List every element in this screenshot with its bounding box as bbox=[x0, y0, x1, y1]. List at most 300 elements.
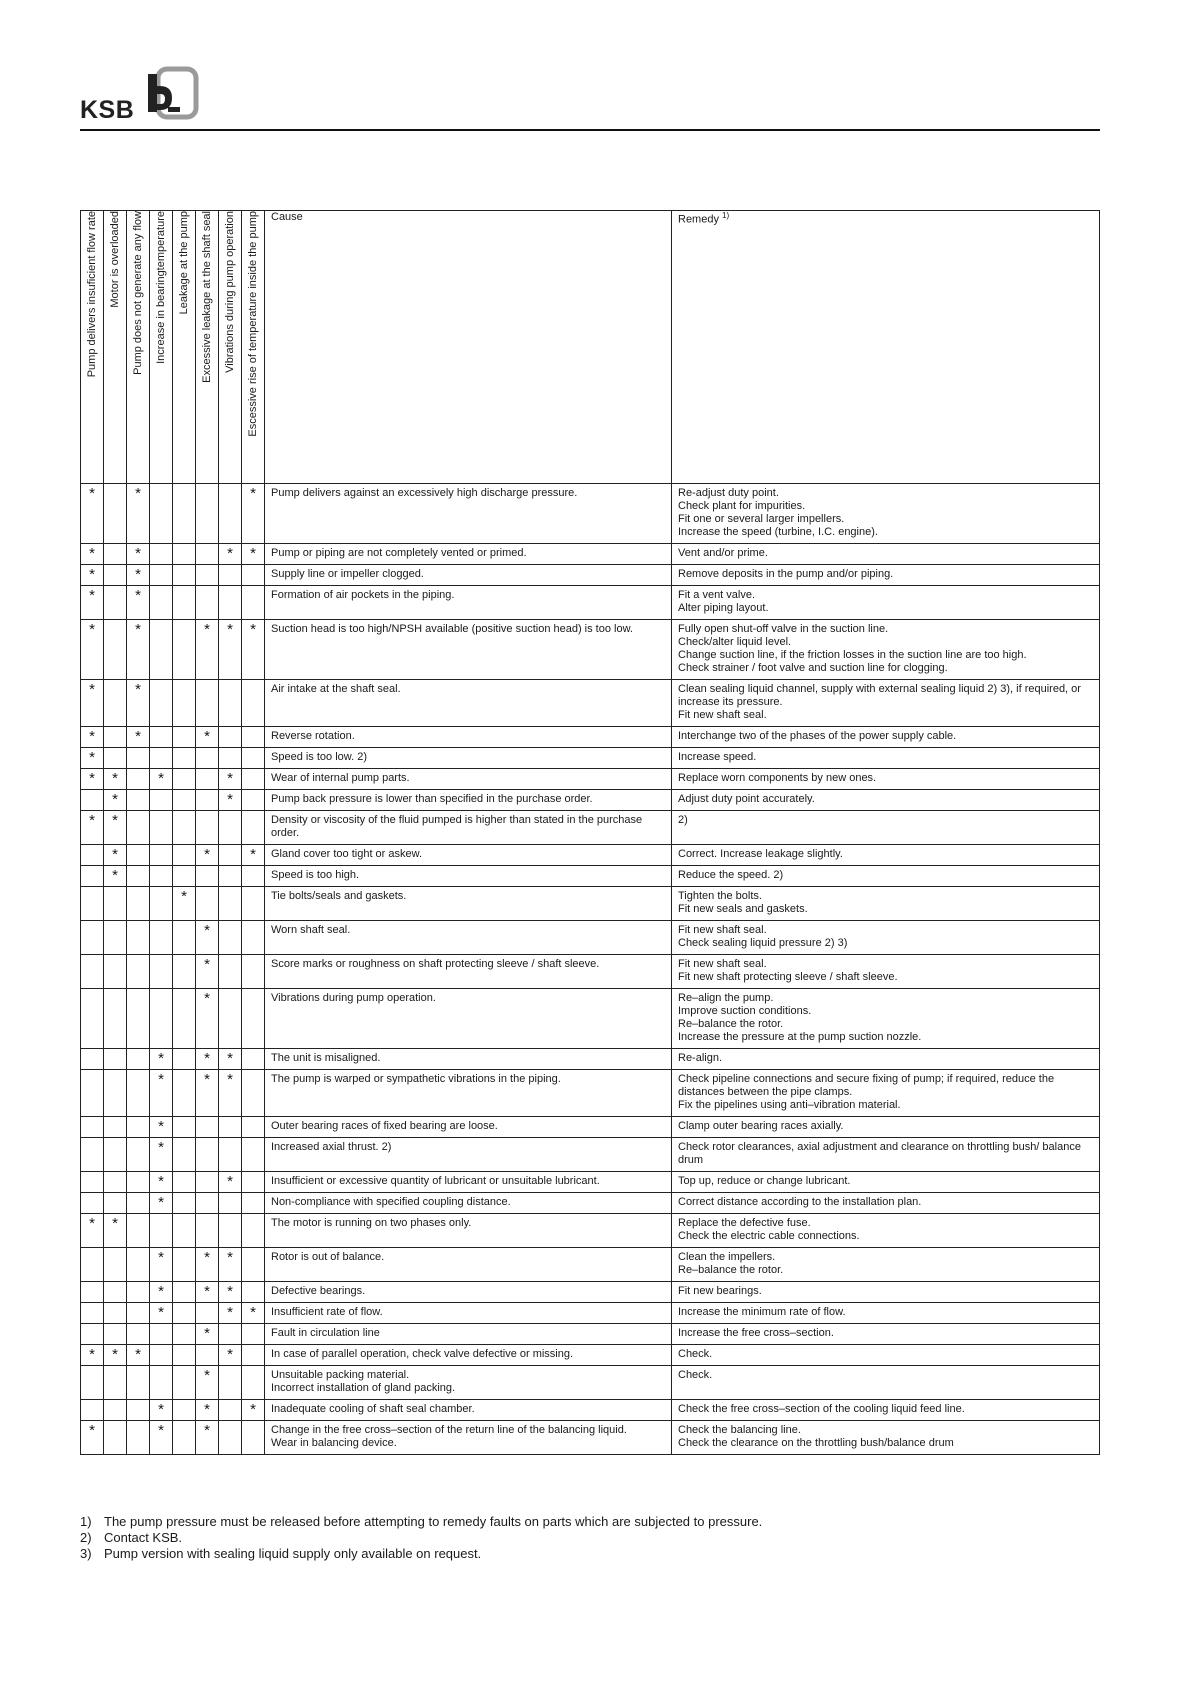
table-row bbox=[81, 1282, 1100, 1303]
symptom-mark-cell bbox=[219, 1421, 242, 1455]
symptom-header: Pump does not generate any flow bbox=[127, 211, 150, 484]
remedy-cell: Increase the minimum rate of flow. bbox=[672, 1303, 1100, 1324]
remedy-header: Remedy $^{1)}$ bbox=[672, 211, 1100, 484]
symptom-mark-cell bbox=[219, 1117, 242, 1138]
symptom-mark-cell bbox=[173, 1049, 196, 1070]
symptom-mark-cell bbox=[150, 921, 173, 955]
table-row bbox=[81, 769, 1100, 790]
symptom-mark-cell bbox=[219, 484, 242, 544]
symptom-mark-cell: * bbox=[127, 1345, 150, 1366]
cause-cell: Vibrations during pump operation. bbox=[265, 989, 672, 1049]
symptom-mark-cell bbox=[150, 586, 173, 620]
symptom-mark-cell bbox=[81, 1172, 104, 1193]
symptom-mark-cell bbox=[81, 790, 104, 811]
symptom-mark-cell bbox=[173, 1400, 196, 1421]
symptom-mark-cell bbox=[127, 748, 150, 769]
symptom-mark-cell: * bbox=[104, 866, 127, 887]
symptom-mark-cell: * bbox=[127, 484, 150, 544]
remedy-cell: Replace worn components by new ones. bbox=[672, 769, 1100, 790]
footnote: 1) The pump pressure must be released before attempting to remedy faults on parts which are subjected to pressure. bbox=[80, 1514, 763, 1529]
symptom-mark-cell: * bbox=[196, 1421, 219, 1455]
symptom-mark-cell: * bbox=[219, 544, 242, 565]
symptom-mark-cell bbox=[81, 866, 104, 887]
symptom-mark-cell bbox=[150, 989, 173, 1049]
symptom-header: Escessive rise of temperature inside the pump bbox=[242, 211, 265, 484]
symptom-mark-cell bbox=[173, 1070, 196, 1117]
symptom-mark-cell bbox=[173, 586, 196, 620]
symptom-mark-cell bbox=[127, 1400, 150, 1421]
symptom-mark-cell bbox=[242, 680, 265, 727]
remedy-cell: Clamp outer bearing races axially. bbox=[672, 1117, 1100, 1138]
cause-cell: Suction head is too high/NPSH available (positive suction head) is too low. bbox=[265, 620, 672, 680]
symptom-mark-cell bbox=[196, 790, 219, 811]
cause-cell: Insufficient or excessive quantity of lubricant or unsuitable lubricant. bbox=[265, 1172, 672, 1193]
symptom-mark-cell: * bbox=[196, 1049, 219, 1070]
symptom-mark-cell bbox=[219, 1193, 242, 1214]
symptom-mark-cell bbox=[104, 1366, 127, 1400]
symptom-mark-cell bbox=[196, 565, 219, 586]
symptom-mark-cell bbox=[173, 989, 196, 1049]
footnotes bbox=[80, 1514, 762, 1562]
symptom-mark-cell: * bbox=[104, 811, 127, 845]
symptom-mark-cell bbox=[242, 955, 265, 989]
symptom-mark-cell bbox=[173, 484, 196, 544]
remedy-cell: Replace the defective fuse. Check the electric cable connections. bbox=[672, 1214, 1100, 1248]
symptom-mark-cell bbox=[219, 586, 242, 620]
remedy-cell: Fit new shaft seal. Check sealing liquid pressure 2) 3) bbox=[672, 921, 1100, 955]
symptom-mark-cell bbox=[104, 1193, 127, 1214]
symptom-mark-cell bbox=[173, 748, 196, 769]
table-row bbox=[81, 1193, 1100, 1214]
footnote: 2) Contact KSB. bbox=[80, 1530, 183, 1545]
symptom-mark-cell bbox=[104, 955, 127, 989]
symptom-mark-cell bbox=[173, 620, 196, 680]
symptom-mark-cell: * bbox=[150, 1070, 173, 1117]
symptom-mark-cell bbox=[150, 620, 173, 680]
symptom-mark-cell bbox=[104, 727, 127, 748]
table-row bbox=[81, 887, 1100, 921]
symptom-mark-cell bbox=[150, 1214, 173, 1248]
symptom-mark-cell bbox=[81, 845, 104, 866]
symptom-mark-cell: * bbox=[196, 1282, 219, 1303]
symptom-mark-cell: * bbox=[150, 1303, 173, 1324]
symptom-mark-cell: * bbox=[127, 565, 150, 586]
symptom-mark-cell bbox=[196, 1172, 219, 1193]
logo-text: KSB bbox=[80, 96, 135, 124]
symptom-mark-cell bbox=[81, 1138, 104, 1172]
symptom-header: Vibrations during pump operation bbox=[219, 211, 242, 484]
symptom-mark-cell bbox=[127, 811, 150, 845]
table-row bbox=[81, 845, 1100, 866]
cause-cell: Unsuitable packing material. Incorrect installation of gland packing. bbox=[265, 1366, 672, 1400]
cause-cell: Outer bearing races of fixed bearing are loose. bbox=[265, 1117, 672, 1138]
symptom-mark-cell bbox=[104, 1117, 127, 1138]
symptom-mark-cell bbox=[150, 748, 173, 769]
symptom-mark-cell bbox=[173, 866, 196, 887]
table-row bbox=[81, 955, 1100, 989]
symptom-mark-cell bbox=[196, 544, 219, 565]
symptom-mark-cell bbox=[219, 565, 242, 586]
symptom-mark-cell bbox=[173, 1303, 196, 1324]
cause-cell: Increased axial thrust. 2) bbox=[265, 1138, 672, 1172]
symptom-mark-cell bbox=[196, 1303, 219, 1324]
symptom-mark-cell bbox=[196, 1345, 219, 1366]
symptom-mark-cell bbox=[127, 1214, 150, 1248]
symptom-mark-cell bbox=[150, 811, 173, 845]
symptom-mark-cell bbox=[219, 727, 242, 748]
symptom-mark-cell bbox=[219, 680, 242, 727]
symptom-mark-cell bbox=[81, 955, 104, 989]
symptom-mark-cell: * bbox=[104, 1345, 127, 1366]
symptom-mark-cell: * bbox=[127, 620, 150, 680]
remedy-cell: Interchange two of the phases of the power supply cable. bbox=[672, 727, 1100, 748]
symptom-mark-cell bbox=[196, 748, 219, 769]
symptom-mark-cell: * bbox=[81, 769, 104, 790]
symptom-mark-cell: * bbox=[81, 620, 104, 680]
symptom-mark-cell bbox=[242, 1421, 265, 1455]
symptom-mark-cell: * bbox=[219, 1345, 242, 1366]
symptom-mark-cell bbox=[196, 887, 219, 921]
symptom-mark-cell: * bbox=[219, 1282, 242, 1303]
symptom-mark-cell bbox=[127, 769, 150, 790]
symptom-mark-cell bbox=[173, 727, 196, 748]
symptom-mark-cell bbox=[127, 1117, 150, 1138]
symptom-mark-cell bbox=[150, 727, 173, 748]
symptom-mark-cell: * bbox=[150, 1400, 173, 1421]
symptom-mark-cell bbox=[104, 1303, 127, 1324]
symptom-mark-cell: * bbox=[104, 845, 127, 866]
symptom-mark-cell bbox=[104, 1400, 127, 1421]
symptom-mark-cell bbox=[81, 887, 104, 921]
symptom-mark-cell: * bbox=[242, 544, 265, 565]
symptom-mark-cell: * bbox=[219, 1172, 242, 1193]
cause-cell: Pump delivers against an excessively high discharge pressure. bbox=[265, 484, 672, 544]
symptom-mark-cell bbox=[196, 1138, 219, 1172]
symptom-mark-cell: * bbox=[242, 620, 265, 680]
symptom-mark-cell bbox=[104, 586, 127, 620]
symptom-mark-cell bbox=[219, 1214, 242, 1248]
symptom-mark-cell bbox=[150, 845, 173, 866]
symptom-mark-cell bbox=[150, 680, 173, 727]
symptom-mark-cell bbox=[127, 1248, 150, 1282]
symptom-mark-cell bbox=[127, 1138, 150, 1172]
remedy-cell: Re–align the pump. Improve suction conditions. Re–balance the rotor. Increase the pressure at the pump suction nozzle. bbox=[672, 989, 1100, 1049]
table-row bbox=[81, 866, 1100, 887]
table-row bbox=[81, 727, 1100, 748]
footnote: 3) Pump version with sealing liquid supply only available on request. bbox=[80, 1546, 482, 1561]
symptom-mark-cell bbox=[150, 955, 173, 989]
symptom-mark-cell: * bbox=[196, 1324, 219, 1345]
symptom-mark-cell: * bbox=[150, 1049, 173, 1070]
symptom-mark-cell bbox=[81, 1282, 104, 1303]
symptom-mark-cell bbox=[127, 955, 150, 989]
cause-cell: Inadequate cooling of shaft seal chamber. bbox=[265, 1400, 672, 1421]
symptom-mark-cell bbox=[173, 790, 196, 811]
cause-cell: Air intake at the shaft seal. bbox=[265, 680, 672, 727]
symptom-mark-cell bbox=[219, 989, 242, 1049]
remedy-cell: Fully open shut-off valve in the suction line. Check/alter liquid level. Change suction line, if the friction losses in the suction line are too high. Check strainer / foot valve and suction line for clogging. bbox=[672, 620, 1100, 680]
remedy-cell: Adjust duty point accurately. bbox=[672, 790, 1100, 811]
table-row bbox=[81, 586, 1100, 620]
symptom-mark-cell bbox=[173, 1138, 196, 1172]
symptom-mark-cell bbox=[81, 1117, 104, 1138]
table-row bbox=[81, 620, 1100, 680]
table-row bbox=[81, 921, 1100, 955]
table-row bbox=[81, 1400, 1100, 1421]
symptom-mark-cell bbox=[173, 1214, 196, 1248]
symptom-mark-cell: * bbox=[196, 1070, 219, 1117]
symptom-mark-cell: * bbox=[81, 1421, 104, 1455]
table-row bbox=[81, 790, 1100, 811]
cause-cell: The pump is warped or sympathetic vibrations in the piping. bbox=[265, 1070, 672, 1117]
symptom-mark-cell: * bbox=[219, 1070, 242, 1117]
symptom-mark-cell bbox=[242, 866, 265, 887]
table-header-row bbox=[81, 211, 1100, 484]
symptom-mark-cell bbox=[173, 811, 196, 845]
symptom-mark-cell: * bbox=[196, 620, 219, 680]
symptom-mark-cell bbox=[104, 680, 127, 727]
symptom-mark-cell: * bbox=[196, 845, 219, 866]
symptom-mark-cell: * bbox=[127, 586, 150, 620]
symptom-mark-cell: * bbox=[81, 748, 104, 769]
symptom-mark-cell bbox=[173, 680, 196, 727]
symptom-mark-cell bbox=[242, 1117, 265, 1138]
symptom-mark-cell bbox=[81, 1366, 104, 1400]
cause-cell: Reverse rotation. bbox=[265, 727, 672, 748]
symptom-mark-cell bbox=[173, 845, 196, 866]
remedy-cell: Correct. Increase leakage slightly. bbox=[672, 845, 1100, 866]
symptom-mark-cell bbox=[242, 769, 265, 790]
symptom-header: Leakage at the pump bbox=[173, 211, 196, 484]
cause-cell: Gland cover too tight or askew. bbox=[265, 845, 672, 866]
symptom-mark-cell bbox=[81, 921, 104, 955]
symptom-mark-cell bbox=[104, 544, 127, 565]
symptom-mark-cell: * bbox=[219, 1303, 242, 1324]
symptom-mark-cell: * bbox=[196, 1400, 219, 1421]
symptom-mark-cell bbox=[173, 769, 196, 790]
table-body bbox=[81, 484, 1100, 1455]
symptom-mark-cell bbox=[81, 1070, 104, 1117]
table-row bbox=[81, 544, 1100, 565]
symptom-mark-cell bbox=[127, 790, 150, 811]
symptom-mark-cell bbox=[219, 921, 242, 955]
symptom-mark-cell bbox=[242, 921, 265, 955]
remedy-cell: Increase speed. bbox=[672, 748, 1100, 769]
remedy-cell: Re-align. bbox=[672, 1049, 1100, 1070]
symptom-header: Increase in bearingtemperature bbox=[150, 211, 173, 484]
symptom-mark-cell bbox=[196, 484, 219, 544]
symptom-mark-cell bbox=[127, 1303, 150, 1324]
symptom-mark-cell: * bbox=[196, 989, 219, 1049]
symptom-mark-cell bbox=[173, 1366, 196, 1400]
symptom-mark-cell: * bbox=[150, 1421, 173, 1455]
symptom-mark-cell bbox=[219, 1324, 242, 1345]
symptom-mark-cell bbox=[196, 769, 219, 790]
cause-cell: Supply line or impeller clogged. bbox=[265, 565, 672, 586]
symptom-mark-cell bbox=[219, 1138, 242, 1172]
cause-cell: In case of parallel operation, check valve defective or missing. bbox=[265, 1345, 672, 1366]
symptom-mark-cell bbox=[219, 748, 242, 769]
cause-cell: Score marks or roughness on shaft protecting sleeve / shaft sleeve. bbox=[265, 955, 672, 989]
symptom-mark-cell bbox=[150, 866, 173, 887]
symptom-mark-cell: * bbox=[81, 586, 104, 620]
remedy-cell: Clean the impellers. Re–balance the rotor. bbox=[672, 1248, 1100, 1282]
symptom-mark-cell: * bbox=[196, 1366, 219, 1400]
table-row bbox=[81, 811, 1100, 845]
symptom-mark-cell bbox=[196, 680, 219, 727]
symptom-mark-cell bbox=[127, 1193, 150, 1214]
symptom-mark-cell bbox=[150, 484, 173, 544]
remedy-cell: Remove deposits in the pump and/or piping. bbox=[672, 565, 1100, 586]
symptom-mark-cell bbox=[127, 1282, 150, 1303]
cause-cell: Non-compliance with specified coupling distance. bbox=[265, 1193, 672, 1214]
symptom-mark-cell bbox=[150, 887, 173, 921]
remedy-cell: Tighten the bolts. Fit new seals and gaskets. bbox=[672, 887, 1100, 921]
symptom-mark-cell: * bbox=[150, 1282, 173, 1303]
symptom-mark-cell bbox=[127, 921, 150, 955]
symptom-mark-cell bbox=[104, 484, 127, 544]
symptom-mark-cell bbox=[173, 1193, 196, 1214]
ksb-logo bbox=[80, 66, 200, 122]
symptom-mark-cell: * bbox=[81, 565, 104, 586]
symptom-mark-cell bbox=[104, 989, 127, 1049]
symptom-header: Excessive leakage at the shaft seal bbox=[196, 211, 219, 484]
symptom-mark-cell bbox=[104, 748, 127, 769]
symptom-mark-cell: * bbox=[242, 1400, 265, 1421]
symptom-mark-cell bbox=[242, 1172, 265, 1193]
remedy-cell: Check rotor clearances, axial adjustment and clearance on throttling bush/ balance drum bbox=[672, 1138, 1100, 1172]
table-row bbox=[81, 1214, 1100, 1248]
table-row bbox=[81, 680, 1100, 727]
remedy-cell: Check the free cross–section of the cooling liquid feed line. bbox=[672, 1400, 1100, 1421]
table-row bbox=[81, 1117, 1100, 1138]
remedy-cell: Vent and/or prime. bbox=[672, 544, 1100, 565]
cause-cell: Insufficient rate of flow. bbox=[265, 1303, 672, 1324]
symptom-mark-cell bbox=[219, 955, 242, 989]
symptom-mark-cell: * bbox=[173, 887, 196, 921]
symptom-mark-cell: * bbox=[81, 544, 104, 565]
symptom-mark-cell bbox=[173, 1248, 196, 1282]
symptom-mark-cell bbox=[104, 620, 127, 680]
symptom-mark-cell: * bbox=[81, 484, 104, 544]
remedy-cell: Increase the free cross–section. bbox=[672, 1324, 1100, 1345]
symptom-header: Pump delivers insuficient flow rate bbox=[81, 211, 104, 484]
symptom-mark-cell bbox=[127, 1421, 150, 1455]
symptom-mark-cell bbox=[242, 887, 265, 921]
symptom-mark-cell: * bbox=[150, 1248, 173, 1282]
cause-cell: Pump or piping are not completely vented or primed. bbox=[265, 544, 672, 565]
remedy-cell: Reduce the speed. 2) bbox=[672, 866, 1100, 887]
symptom-mark-cell: * bbox=[242, 845, 265, 866]
symptom-mark-cell bbox=[173, 1117, 196, 1138]
symptom-mark-cell bbox=[242, 790, 265, 811]
remedy-cell: Re-adjust duty point. Check plant for impurities. Fit one or several larger impellers. Increase the speed (turbine, I.C. engine). bbox=[672, 484, 1100, 544]
table-row bbox=[81, 1248, 1100, 1282]
symptom-mark-cell: * bbox=[242, 484, 265, 544]
table-row bbox=[81, 748, 1100, 769]
symptom-mark-cell bbox=[173, 1172, 196, 1193]
cause-cell: The unit is misaligned. bbox=[265, 1049, 672, 1070]
symptom-mark-cell bbox=[81, 1324, 104, 1345]
header-rule bbox=[80, 129, 1100, 131]
remedy-cell: Check. bbox=[672, 1366, 1100, 1400]
symptom-mark-cell bbox=[127, 1070, 150, 1117]
symptom-mark-cell bbox=[150, 1324, 173, 1345]
cause-cell: Defective bearings. bbox=[265, 1282, 672, 1303]
symptom-mark-cell: * bbox=[196, 921, 219, 955]
table-row bbox=[81, 1324, 1100, 1345]
symptom-mark-cell bbox=[81, 1193, 104, 1214]
symptom-mark-cell bbox=[81, 989, 104, 1049]
symptom-mark-cell bbox=[104, 1324, 127, 1345]
symptom-mark-cell bbox=[242, 1366, 265, 1400]
symptom-mark-cell bbox=[242, 1214, 265, 1248]
cause-cell: The motor is running on two phases only. bbox=[265, 1214, 672, 1248]
cause-cell: Worn shaft seal. bbox=[265, 921, 672, 955]
symptom-mark-cell bbox=[196, 866, 219, 887]
table-row bbox=[81, 1172, 1100, 1193]
symptom-mark-cell bbox=[219, 1400, 242, 1421]
symptom-mark-cell: * bbox=[127, 727, 150, 748]
symptom-mark-cell: * bbox=[150, 1117, 173, 1138]
table-row bbox=[81, 1366, 1100, 1400]
symptom-mark-cell: * bbox=[150, 769, 173, 790]
remedy-cell: Check the balancing line. Check the clearance on the throttling bush/balance drum bbox=[672, 1421, 1100, 1455]
symptom-mark-cell: * bbox=[219, 1049, 242, 1070]
symptom-mark-cell: * bbox=[219, 769, 242, 790]
symptom-mark-cell bbox=[242, 1070, 265, 1117]
remedy-cell: Top up, reduce or change lubricant. bbox=[672, 1172, 1100, 1193]
symptom-mark-cell bbox=[127, 1172, 150, 1193]
remedy-cell: Fit a vent valve. Alter piping layout. bbox=[672, 586, 1100, 620]
symptom-mark-cell: * bbox=[196, 727, 219, 748]
symptom-mark-cell bbox=[242, 748, 265, 769]
symptom-mark-cell bbox=[127, 887, 150, 921]
table-row bbox=[81, 1049, 1100, 1070]
symptom-mark-cell bbox=[81, 1303, 104, 1324]
symptom-mark-cell bbox=[127, 866, 150, 887]
cause-cell: Rotor is out of balance. bbox=[265, 1248, 672, 1282]
symptom-mark-cell bbox=[173, 565, 196, 586]
symptom-mark-cell: * bbox=[196, 955, 219, 989]
symptom-mark-cell: * bbox=[104, 790, 127, 811]
cause-cell: Speed is too high. bbox=[265, 866, 672, 887]
symptom-mark-cell bbox=[127, 1049, 150, 1070]
symptom-mark-cell bbox=[104, 921, 127, 955]
symptom-mark-cell bbox=[242, 727, 265, 748]
symptom-mark-cell: * bbox=[150, 1193, 173, 1214]
symptom-mark-cell bbox=[104, 887, 127, 921]
symptom-mark-cell: * bbox=[127, 680, 150, 727]
symptom-mark-cell bbox=[196, 1117, 219, 1138]
symptom-mark-cell bbox=[173, 921, 196, 955]
symptom-mark-cell bbox=[150, 1366, 173, 1400]
remedy-cell: Clean sealing liquid channel, supply with external sealing liquid 2) 3), if required, or increase its pressure. Fit new shaft seal. bbox=[672, 680, 1100, 727]
table-row bbox=[81, 565, 1100, 586]
symptom-mark-cell bbox=[173, 544, 196, 565]
symptom-mark-cell bbox=[173, 1421, 196, 1455]
symptom-mark-cell bbox=[196, 1193, 219, 1214]
symptom-mark-cell bbox=[81, 1248, 104, 1282]
symptom-mark-cell bbox=[242, 1138, 265, 1172]
symptom-mark-cell bbox=[81, 1400, 104, 1421]
symptom-mark-cell: * bbox=[81, 811, 104, 845]
symptom-mark-cell bbox=[104, 565, 127, 586]
cause-cell: Speed is too low. 2) bbox=[265, 748, 672, 769]
symptom-mark-cell bbox=[196, 586, 219, 620]
symptom-mark-cell bbox=[150, 790, 173, 811]
symptom-mark-cell: * bbox=[150, 1172, 173, 1193]
